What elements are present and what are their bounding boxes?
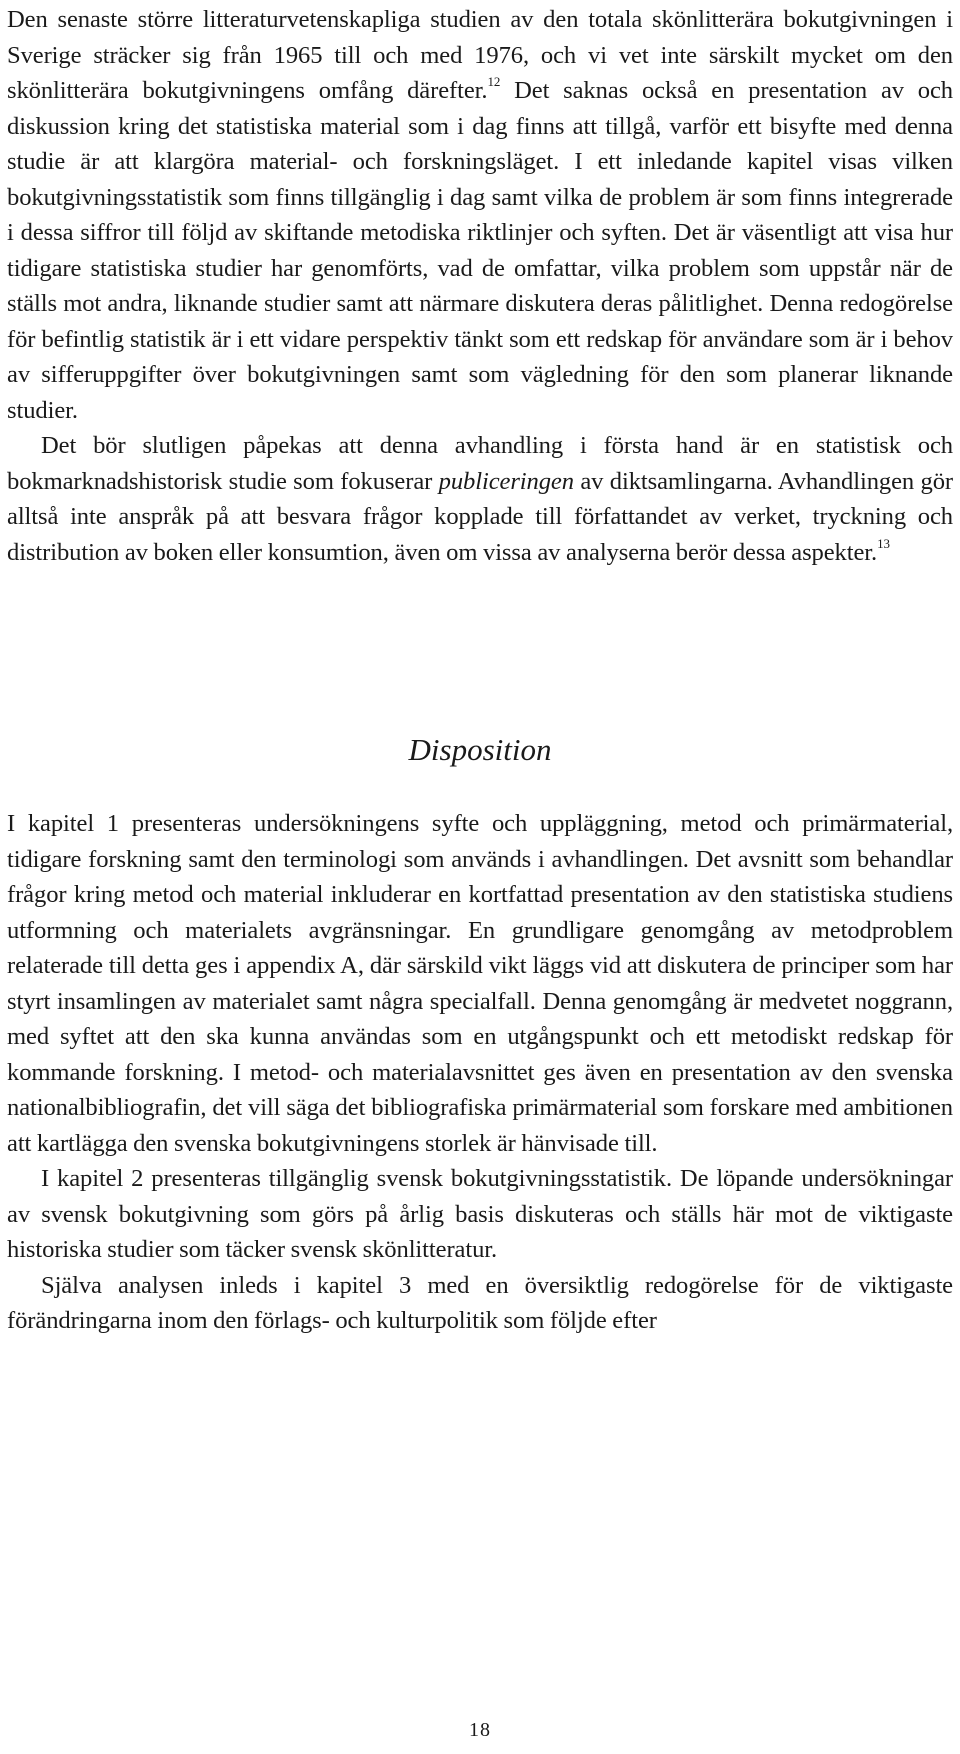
emphasis-publiceringen: publiceringen	[438, 467, 574, 495]
intro-paragraph-2-text-a: Det bör slutligen påpekas att denna avhandling i första hand är en statistisk och bokmarknadshistorisk studie som fokuserar	[7, 432, 953, 495]
page-number: 18	[469, 1719, 491, 1741]
disposition-paragraph-3: Själva analysen inleds i kapitel 3 med en översiktlig redogörelse för de viktigaste förändringarna inom den förlags- och kulturpolitik som följde efter	[7, 1271, 953, 1334]
disposition-paragraph-2: I kapitel 2 presenteras tillgänglig svensk bokutgivningsstatistik. De löpande undersökningar av svensk bokutgivning som görs på årlig basis diskuteras och ställs här mot de viktigaste historiska studier som täcker svensk skönlitteratur.	[7, 1165, 953, 1263]
intro-paragraph-2-text-b: av diktsamlingarna. Avhandlingen gör alltså inte anspråk på att besvara frågor kopplade till författandet av verket, tryckning och distribution av boken eller konsumtion, även om vissa av analyserna berör dessa aspekter.	[7, 467, 953, 566]
intro-paragraph-2	[7, 428, 953, 570]
intro-section	[7, 2, 953, 570]
footnote-marker-12: 12	[487, 74, 501, 89]
disposition-section	[7, 806, 953, 1339]
footnote-marker-13: 13	[877, 535, 890, 551]
intro-paragraph-1	[7, 2, 953, 428]
section-heading-disposition: Disposition	[408, 732, 552, 767]
intro-paragraph-1-text-b: Det saknas också en presentation av och diskussion kring det statistiska material som i dag finns att tillgå, varför ett bisyfte med denna studie är att klargöra material- och forskningsläget. I ett inledande kapitel visas vilken bokutgivningsstatistik som finns tillgänglig i dag samt vilka de problem är som finns integrerade i dessa siffror till följd av skiftande metodiska riktlinjer och syften. Det är väsentligt att visa hur tidigare statistiska studier har genomförts, vad de omfattar, vilka problem som uppstår när de ställs mot andra, liknande studier samt att närmare diskutera deras pålitlighet. Denna redogörelse för befintlig statistik är i ett vidare perspektiv tänkt som ett redskap för användare som är i behov av sifferuppgifter över bokutgivningen samt som vägledning för den som planerar liknande studier.	[7, 77, 953, 424]
disposition-paragraph-1: I kapitel 1 presenteras undersökningens syfte och uppläggning, metod och primärmaterial, tidigare forskning samt den terminologi som används i avhandlingen. Det avsnitt som behandlar frågor kring metod och material inkluderar en kortfattad presentation av den statistiska studiens utformning och materialets avgränsningar. En grundligare genomgång av metodproblem relaterade till detta ges i appendix A, där särskild vikt läggs vid att diskutera de principer som har styrt insamlingen av materialet samt några specialfall. Denna genomgång är medvetet noggrann, med syftet att den ska kunna användas som en utgångspunkt och ett metodiskt redskap för kommande forskning. I metod- och materialavsnittet ges även en presentation av den svenska nationalbibliografin, det vill säga det bibliografiska primärmaterial som forskare med ambitionen att kartlägga den svenska bokutgivningens storlek är hänvisade till.	[7, 810, 953, 1157]
intro-paragraph-1-text-a: Den senaste större litteraturvetenskapliga studien av den totala skönlitterära bokutgivningen i Sverige sträcker sig från 1965 till och med 1976, och vi vet inte särskilt mycket om den skönlitterära bokutgivningens omfång därefter.	[7, 6, 953, 104]
